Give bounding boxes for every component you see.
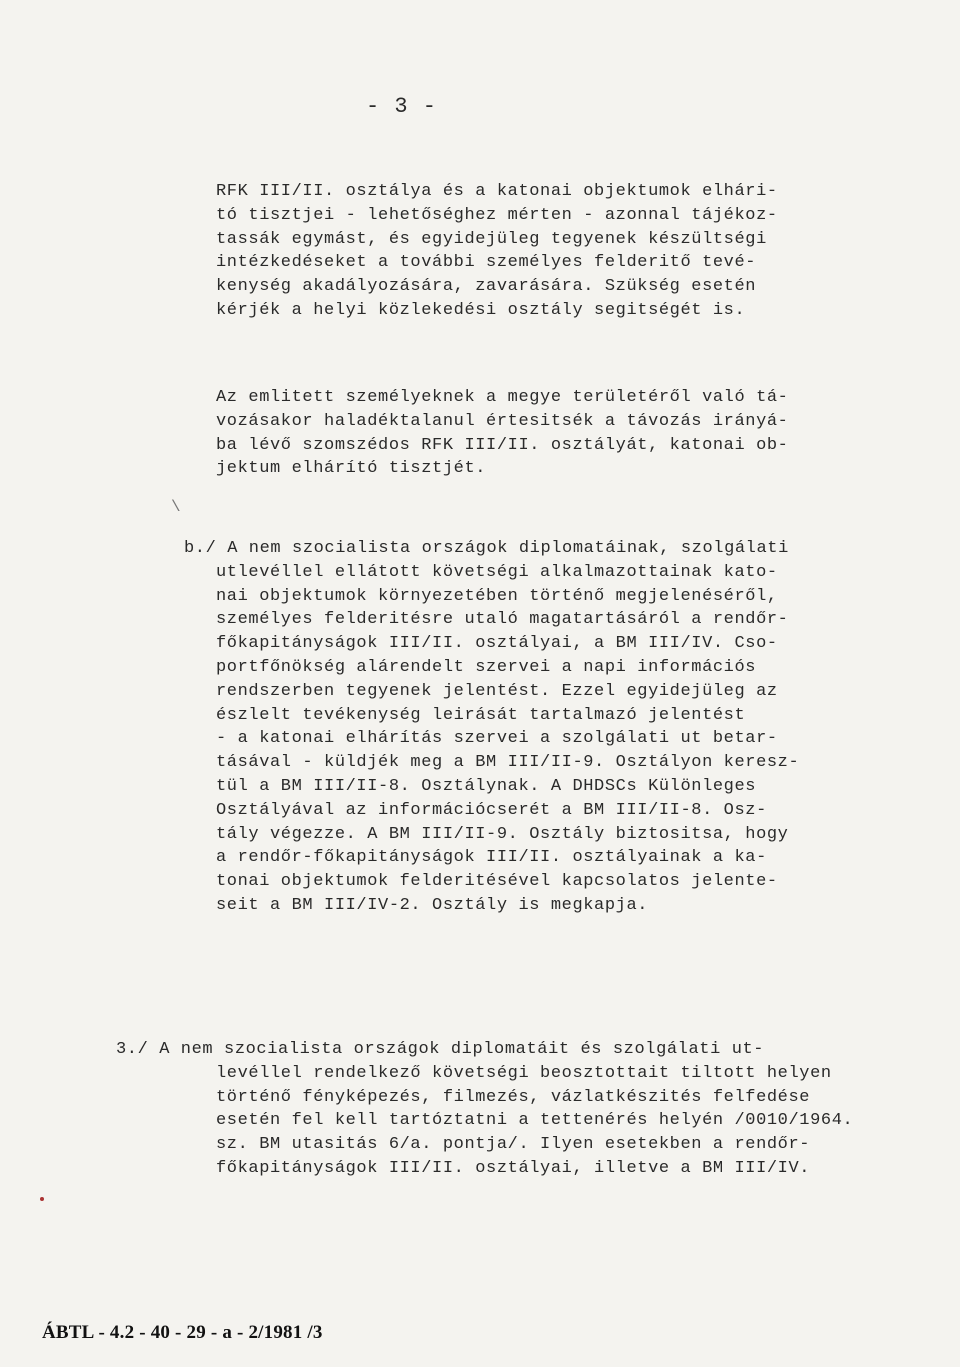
text-line: levéllel rendelkező követségi beosztottait tiltott helyen (216, 1063, 832, 1083)
text-line: kérjék a helyi közlekedési osztály segitségét is. (216, 300, 746, 320)
text-line: rendszerben tegyenek jelentést. Ezzel egyidejüleg az (216, 681, 778, 701)
text-line: intézkedéseket a további személyes felderitő tevé- (216, 253, 757, 273)
text-line: Az emlitett személyeknek a megye területéről való tá- (216, 388, 789, 407)
text-line: történő fényképezés, filmezés, vázlatkészités felfedése (216, 1087, 811, 1107)
text-line: jektum elhárító tisztjét. (216, 459, 487, 479)
text-line: tásával - küldjék meg a BM III/II-9. Osztályon keresz- (216, 753, 800, 773)
paragraph-b (184, 537, 799, 918)
text-line: észlelt tevékenység leirását tartalmazó jelentést (216, 705, 746, 725)
text-line: tassák egymást, és egyidejüleg tegyenek készültségi (216, 229, 767, 249)
text-line: főkapitányságok III/II. osztályai, illetve a BM III/IV. (216, 1158, 811, 1178)
paragraph-2 (216, 386, 789, 481)
text-line: utlevéllel ellátott követségi alkalmazottainak kato- (216, 562, 778, 582)
text-line: esetén fel kell tartóztatni a tettenérés helyén /0010/1964. (216, 1111, 854, 1131)
text-line: kenység akadályozására, zavarására. Szükség esetén (216, 277, 757, 297)
text-line: Osztályával az információcserét a BM III/II-8. Osz- (216, 800, 767, 820)
text-line: tó tisztjei - lehetőséghez mérten - azonnal tájékoz- (216, 205, 778, 225)
text-line: portfőnökség alárendelt szervei a napi információs (216, 657, 757, 677)
text-line: RFK III/II. osztálya és a katonai objektumok elhári- (216, 182, 778, 201)
text-line: ba lévő szomszédos RFK III/II. osztályát, katonai ob- (216, 435, 789, 455)
text-line: tonai objektumok felderitésével kapcsolatos jelente- (216, 872, 778, 892)
text-line: tül a BM III/II-8. Osztálynak. A DHDSCs Különleges (216, 776, 757, 796)
text-line: - a katonai elhárítás szervei a szolgálati ut betar- (216, 729, 778, 749)
text-line: b./ A nem szocialista országok diplomatáinak, szolgálati (184, 539, 789, 558)
text-line: főkapitányságok III/II. osztályai, a BM III/IV. Cso- (216, 634, 778, 654)
paragraph-1 (216, 180, 778, 323)
text-line: vozásakor haladéktalanul értesitsék a távozás irányá- (216, 411, 789, 431)
text-line: tály végezze. A BM III/II-9. Osztály biztositsa, hogy (216, 824, 789, 844)
text-line: a rendőr-főkapitányságok III/II. osztályainak a ka- (216, 848, 767, 868)
text-line: személyes felderitésre utaló magatartásáról a rendőr- (216, 610, 789, 630)
ink-dot (40, 1197, 44, 1201)
text-line: seit a BM III/IV-2. Osztály is megkapja. (216, 895, 649, 915)
paragraph-3 (116, 1038, 853, 1181)
pencil-mark: \ (171, 498, 181, 516)
page-number: - 3 - (366, 94, 438, 119)
text-line: nai objektumok környezetében történő megjelenéséről, (216, 586, 778, 606)
text-line: 3./ A nem szocialista országok diplomatáit és szolgálati ut- (116, 1040, 765, 1059)
text-line: sz. BM utasitás 6/a. pontja/. Ilyen esetekben a rendőr- (216, 1135, 811, 1155)
archive-reference: ÁBTL - 4.2 - 40 - 29 - a - 2/1981 /3 (42, 1322, 323, 1343)
